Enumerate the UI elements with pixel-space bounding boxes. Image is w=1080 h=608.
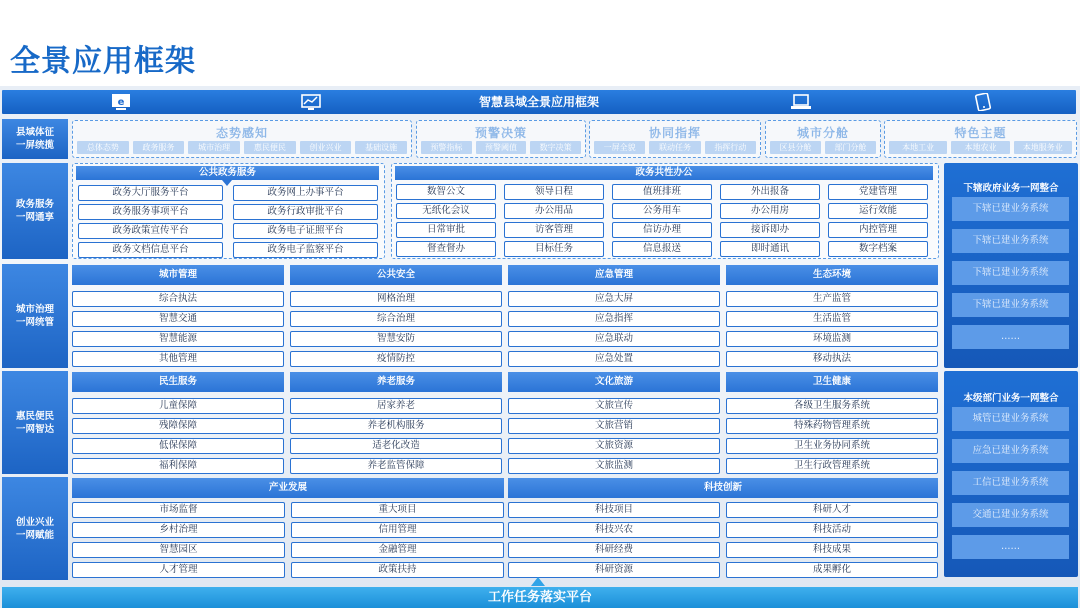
list-item[interactable]: 数字档案 [828, 241, 928, 257]
list-item[interactable]: 接诉即办 [720, 222, 820, 238]
chip-label[interactable]: 区县分舱 [770, 141, 821, 154]
list-item[interactable]: 科技成果 [726, 542, 938, 558]
group-box [765, 120, 881, 158]
side-item[interactable]: 下辖已建业务系统 [952, 261, 1069, 285]
list-item[interactable]: 生产监管 [726, 291, 938, 307]
side-item[interactable]: 工信已建业务系统 [952, 471, 1069, 495]
list-item[interactable]: 政务大厅服务平台 [78, 185, 223, 201]
side-item[interactable]: 下辖已建业务系统 [952, 197, 1069, 221]
list-item[interactable]: 文旅监测 [508, 458, 720, 474]
row-label-gov-services: 政务服务 一网通享 [2, 163, 68, 259]
list-item[interactable]: 政务文档信息平台 [78, 242, 223, 258]
list-item[interactable]: 儿童保障 [72, 398, 284, 414]
list-item[interactable]: 文旅资源 [508, 438, 720, 454]
bottom-platform-bar: 工作任务落实平台 [2, 587, 1078, 608]
list-item[interactable]: 领导日程 [504, 184, 604, 200]
list-item[interactable]: 养老机构服务 [290, 418, 502, 434]
list-item[interactable]: 重大项目 [291, 502, 504, 518]
group-box [884, 120, 1077, 158]
list-item[interactable]: 科技项目 [508, 502, 720, 518]
list-item[interactable]: 综合执法 [72, 291, 284, 307]
chip-label[interactable]: 创业兴业 [300, 141, 352, 154]
group-box [589, 120, 761, 158]
chip-label[interactable]: 本地服务业 [1014, 141, 1072, 154]
side-panel-subordinate [944, 163, 1078, 368]
list-item[interactable]: 政务行政审批平台 [233, 204, 378, 220]
group-title: 城市分舱 [796, 126, 849, 140]
list-item[interactable]: 政务网上办事平台 [233, 185, 378, 201]
list-item[interactable]: 外出报备 [720, 184, 820, 200]
group-box [72, 163, 385, 259]
list-item[interactable]: 金融管理 [291, 542, 504, 558]
list-item[interactable]: 适老化改造 [290, 438, 502, 454]
list-item[interactable]: 网格治理 [290, 291, 502, 307]
list-item[interactable]: 残障保障 [72, 418, 284, 434]
column-header: 公共安全 [290, 265, 502, 285]
side-panel-title: 本级部门业务一网整合 [963, 393, 1059, 404]
list-item[interactable]: 内控管理 [828, 222, 928, 238]
list-item[interactable]: 科研经费 [508, 542, 720, 558]
group-box [416, 120, 586, 158]
list-item[interactable]: 应急处置 [508, 351, 720, 367]
list-item[interactable]: 智慧园区 [72, 542, 285, 558]
chart-screen-icon [300, 93, 322, 111]
page-title: 全景应用框架 [10, 44, 196, 79]
group-box [391, 163, 939, 259]
list-item[interactable]: 科技兴农 [508, 522, 720, 538]
section-header: 政务共性办公 [395, 166, 933, 180]
list-item[interactable]: 党建管理 [828, 184, 928, 200]
chip-label[interactable]: 一屏全貌 [594, 141, 645, 154]
list-item[interactable]: 科研人才 [726, 502, 938, 518]
list-item[interactable]: 政务电子监察平台 [233, 242, 378, 258]
top-bar-title: 智慧县域全景应用框架 [478, 95, 599, 109]
list-item[interactable]: 特殊药物管理系统 [726, 418, 938, 434]
list-item[interactable]: 文旅营销 [508, 418, 720, 434]
row-label-industry: 创业兴业 一网赋能 [2, 477, 68, 580]
top-bar [2, 90, 1076, 114]
list-item[interactable]: 公务用车 [612, 203, 712, 219]
column-header: 应急管理 [508, 265, 720, 285]
row-label-public-welfare: 惠民便民 一网智达 [2, 371, 68, 474]
list-item[interactable]: 成果孵化 [726, 562, 938, 578]
column-header: 城市管理 [72, 265, 284, 285]
side-item[interactable]: 城管已建业务系统 [952, 407, 1069, 431]
list-item[interactable]: 居家养老 [290, 398, 502, 414]
list-item[interactable]: 智慧能源 [72, 331, 284, 347]
chip-label[interactable]: 本地工业 [889, 141, 947, 154]
list-item[interactable]: 智慧安防 [290, 331, 502, 347]
column-header: 卫生健康 [726, 372, 938, 392]
list-item[interactable]: 人才管理 [72, 562, 285, 578]
side-panel-title: 下辖政府业务一网整合 [963, 183, 1059, 194]
e-icon [110, 93, 132, 111]
list-item[interactable]: 办公用品 [504, 203, 604, 219]
list-item[interactable]: 移动执法 [726, 351, 938, 367]
list-item[interactable]: 信息报送 [612, 241, 712, 257]
side-item[interactable]: …… [952, 535, 1069, 559]
group-title: 协同指挥 [648, 126, 701, 140]
tablet-icon [972, 93, 994, 111]
chip-label[interactable]: 部门分舱 [825, 141, 876, 154]
group-title: 特色主题 [954, 126, 1007, 140]
row-label-city-governance: 城市治理 一网统管 [2, 264, 68, 368]
list-item[interactable]: 访客管理 [504, 222, 604, 238]
group-title: 预警决策 [474, 126, 527, 140]
column-header: 养老服务 [290, 372, 502, 392]
laptop-icon [790, 93, 812, 111]
group-title: 态势感知 [215, 126, 268, 140]
column-header: 科技创新 [508, 478, 938, 498]
list-item[interactable]: 环境监测 [726, 331, 938, 347]
list-item[interactable]: 乡村治理 [72, 522, 285, 538]
list-item[interactable]: 政务服务事项平台 [78, 204, 223, 220]
up-arrow-icon [531, 577, 545, 586]
list-item[interactable]: 政策扶持 [291, 562, 504, 578]
list-item[interactable]: 应急联动 [508, 331, 720, 347]
list-item[interactable]: 疫情防控 [290, 351, 502, 367]
side-item[interactable]: …… [952, 325, 1069, 349]
list-item[interactable]: 运行效能 [828, 203, 928, 219]
row-label-county-signs: 县域体征 一屏统揽 [2, 119, 68, 159]
svg-text:e: e [117, 97, 125, 108]
list-item[interactable]: 养老监管保障 [290, 458, 502, 474]
list-item[interactable]: 政务政策宣传平台 [78, 223, 223, 239]
list-item[interactable]: 市场监督 [72, 502, 285, 518]
list-item[interactable]: 文旅宣传 [508, 398, 720, 414]
list-item[interactable]: 日常审批 [396, 222, 496, 238]
chip-label[interactable]: 数字决策 [530, 141, 581, 154]
group-box [72, 120, 412, 158]
chip-label[interactable]: 预警指标 [421, 141, 472, 154]
chip-label[interactable]: 惠民便民 [244, 141, 296, 154]
list-item[interactable]: 其他管理 [72, 351, 284, 367]
list-item[interactable]: 无纸化会议 [396, 203, 496, 219]
column-header: 民生服务 [72, 372, 284, 392]
column-header: 生态环境 [726, 265, 938, 285]
list-item[interactable]: 智慧交通 [72, 311, 284, 327]
list-item[interactable]: 低保保障 [72, 438, 284, 454]
list-item[interactable]: 数智公文 [396, 184, 496, 200]
list-item[interactable]: 综合治理 [290, 311, 502, 327]
chip-label[interactable]: 总体态势 [77, 141, 129, 154]
list-item[interactable]: 办公用房 [720, 203, 820, 219]
chip-label[interactable]: 联动任务 [649, 141, 700, 154]
list-item[interactable]: 卫生行政管理系统 [726, 458, 938, 474]
side-item[interactable]: 下辖已建业务系统 [952, 293, 1069, 317]
column-header: 文化旅游 [508, 372, 720, 392]
list-item[interactable]: 卫生业务协同系统 [726, 438, 938, 454]
chip-label[interactable]: 城市治理 [188, 141, 240, 154]
side-item[interactable]: 应急已建业务系统 [952, 439, 1069, 463]
column-header: 产业发展 [72, 478, 504, 498]
side-item[interactable]: 下辖已建业务系统 [952, 229, 1069, 253]
list-item[interactable]: 即时通讯 [720, 241, 820, 257]
section-header: 公共政务服务 [76, 166, 379, 180]
list-item[interactable]: 各级卫生服务系统 [726, 398, 938, 414]
list-item[interactable]: 督查督办 [396, 241, 496, 257]
side-panel-departments [944, 371, 1078, 577]
list-item[interactable]: 应急大屏 [508, 291, 720, 307]
chip-label[interactable]: 政务服务 [133, 141, 185, 154]
list-item[interactable]: 目标任务 [504, 241, 604, 257]
list-item[interactable]: 信访办理 [612, 222, 712, 238]
chip-label[interactable]: 基础设施 [355, 141, 407, 154]
down-arrow-icon [222, 180, 232, 186]
list-item[interactable]: 生活监管 [726, 311, 938, 327]
list-item[interactable]: 应急指挥 [508, 311, 720, 327]
list-item[interactable]: 科研资源 [508, 562, 720, 578]
list-item[interactable]: 科技活动 [726, 522, 938, 538]
list-item[interactable]: 信用管理 [291, 522, 504, 538]
chip-label[interactable]: 预警阈值 [476, 141, 527, 154]
list-item[interactable]: 值班排班 [612, 184, 712, 200]
chip-label[interactable]: 指挥行动 [705, 141, 756, 154]
side-item[interactable]: 交通已建业务系统 [952, 503, 1069, 527]
chip-label[interactable]: 本地农业 [951, 141, 1009, 154]
list-item[interactable]: 政务电子证照平台 [233, 223, 378, 239]
list-item[interactable]: 福利保障 [72, 458, 284, 474]
